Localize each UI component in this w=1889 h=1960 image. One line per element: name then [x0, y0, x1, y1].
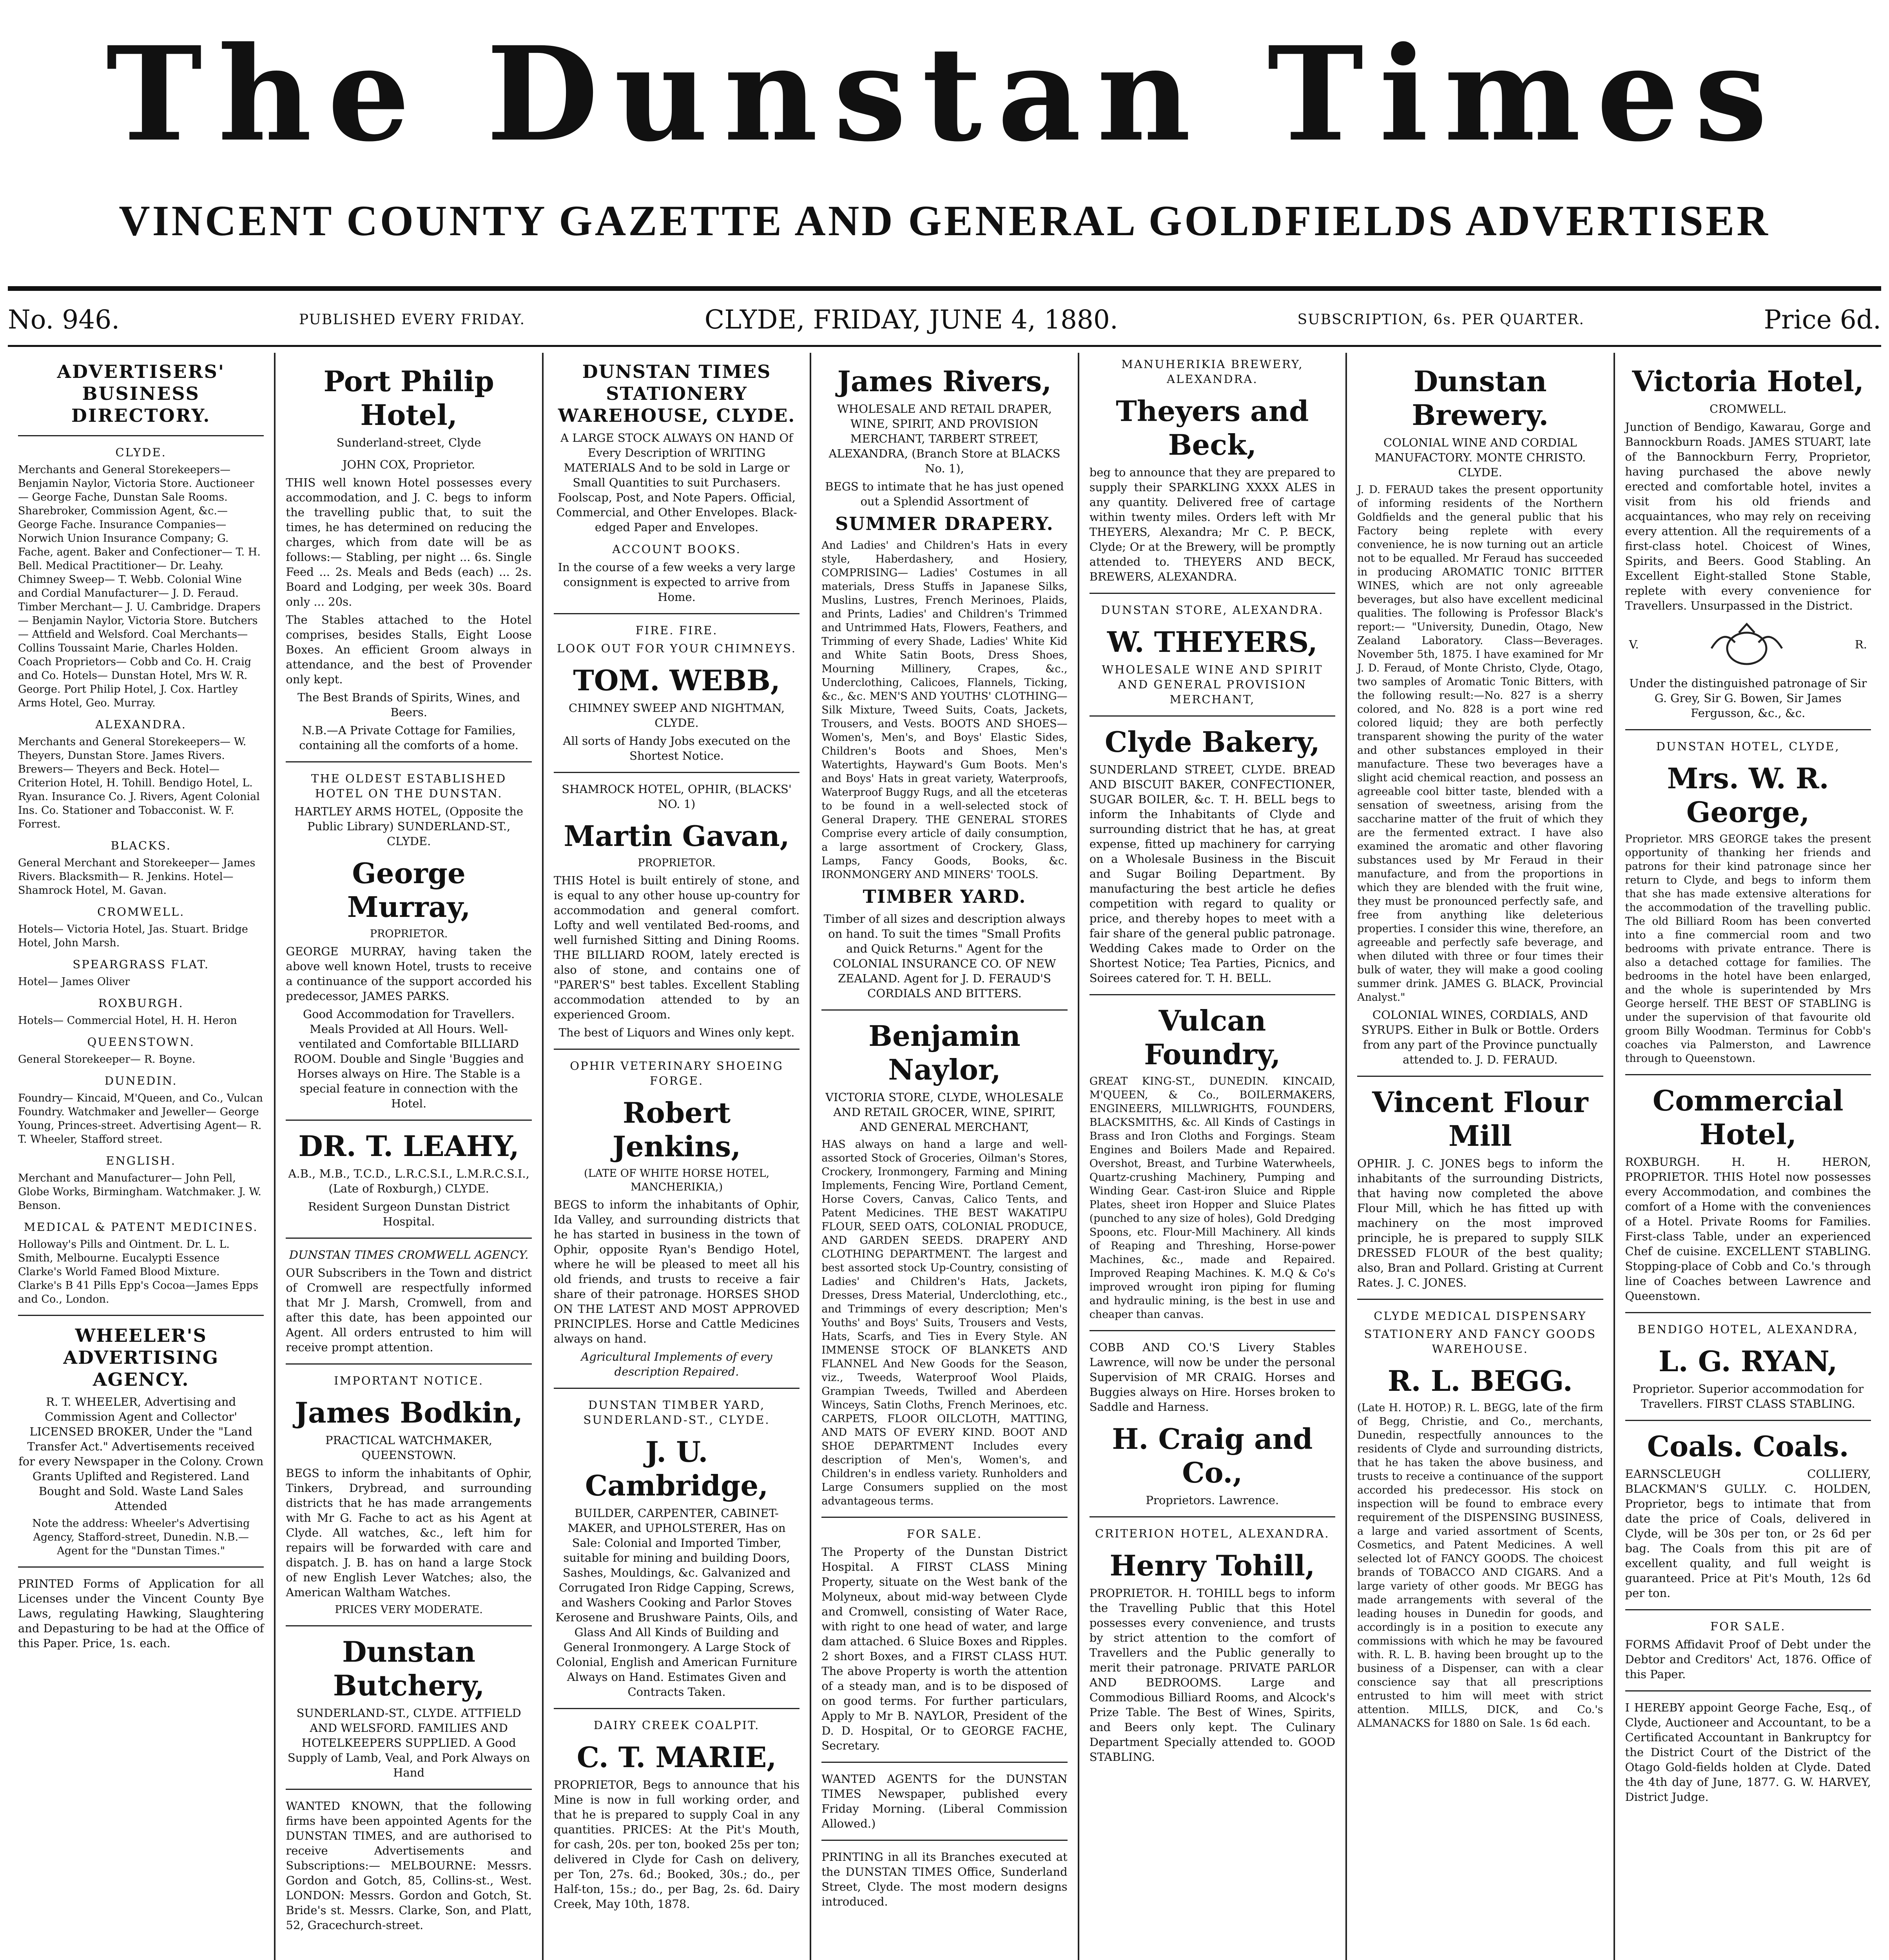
issue-subscription: SUBSCRIPTION, 6s. PER QUARTER. [1297, 311, 1584, 328]
divider [554, 1388, 799, 1389]
dairy-creek-heading: DAIRY CREEK COALPIT. [593, 1719, 760, 1732]
george-title: Mrs. W. R. George, [1667, 762, 1829, 829]
divider [286, 761, 531, 762]
port-philip-note: N.B.—A Private Cottage for Families, containing all the comforts of a home. [299, 724, 518, 752]
flour-mill-body: OPHIR. J. C. JONES begs to inform the inhabitants of the surrounding Districts, that having now completed the above Flour Mill, which he has fitted up with machinery on the most improved principle, he is prepared to supply SILK DRESSED FLOUR of the best quality; also, Bran and Pollard. Gristing at Current Rates. J. C. JONES. [1357, 1157, 1603, 1289]
section-dunedin: DUNEDIN. [104, 1074, 178, 1087]
section-roxburgh: ROXBURGH. [98, 996, 184, 1010]
cambridge-title: J. U. Cambridge, [585, 1435, 769, 1502]
port-philip-proprietor: JOHN COX, Proprietor. [342, 458, 475, 471]
divider [18, 1566, 264, 1568]
vulcan-body: GREAT KING-ST., DUNEDIN. KINCAID, M'QUEEN, & Co., BOILERMAKERS, ENGINEERS, MILLWRIGHTS, FOUNDERS, BLACKSMITHS, &c. All Kinds of Castings in Brass and Iron Cloths and Forgings. Steam Engines and Boilers Made and Repaired. Overshot, Breast, and Turbine Waterwheels, Quartz-crushing Machinery, Pumping and Winding Gear. Cast-iron Sluice and Ripple Plates, sheet iron Hopper and Sluice Plates (punched to any size of holes), Gold Dredging Spoons, etc. Flour-Mill Machinery. All kinds of Reaping and Threshing, Horse-power Machines, &c., made and Repaired. Improved Reaping Machines. K. M.Q & Co's improved wrought iron piping for fluming and hydraulic mining, is the best in use and cheaper than canvas. [1089, 1075, 1336, 1321]
divider [1090, 715, 1335, 717]
divider [1090, 1330, 1335, 1331]
divider [1625, 1690, 1871, 1691]
wheeler-agency-body: R. T. WHEELER, Advertising and Commission Agent and Collector' LICENSED BROKER, Under the "Land Transfer Act." Advertisements received for every Newspaper in the Colony. Crown Grants Uplifted and Registered. Land Bought and Sold. Waste Land Sales Attended [18, 1395, 264, 1513]
dispensary-heading: CLYDE MEDICAL DISPENSARY [1374, 1309, 1587, 1323]
cambridge-body: BUILDER, CARPENTER, CABINET-MAKER, and UPHOLSTERER, Has on Sale: Colonial and Imported Timber, suitable for mining and building Doors, Sashes, Mouldings, &c. Galvanized and Corrugated Iron Ridge Capping, Screws, and Washers Cooking and Parlor Stoves Kerosene and Brushware Paints, Oils, and Glass And All Kinds of Building and General Ironmongery. A Large Stock of Colonial, English and American Furniture Always on Hand. Estimates Given and Contracts Taken. [555, 1506, 798, 1699]
port-philip-title: Port Philip Hotel, [323, 365, 494, 432]
rivers-body: And Ladies' and Children's Hats in every style, Haberdashery, and Hosiery, COMPRISING— Ladies' Costumes in all materials, Dress Stuffs in Japanese Silks, Muslins, Lustres, French Merinoes, Plaids, and Prints, Ladies' and Children's Trimmed and Untrimmed Hats, Flowers, Feathers, and Trimming of every Shade, Ladies' White Kid and White Satin Boots, Dress Shoes, Mourning Millinery, Crapes, &c., Underclothing, Calicoes, Flannels, Ticking, &c., &c. MEN'S AND YOUTHS' CLOTHING— Silk Mixture, Tweed Suits, Coats, Jackets, Trousers, and Vests. BOOTS AND SHOES— Women's, Men's, and Boys' Elastic Sides, Children's Boots and Shoes, Men's Watertights, Hayward's Gum Boots. Men's and Boys' Hats in great variety, Waterproofs, Waterproof Buggy Rugs, and all the etceteras to be found in a well-selected stock of General Drapery. THE GENERAL STORES Comprise every article of daily consumption, a large assortment of Crockery, Glass, Lamps, Fancy Goods, Books, &c. IRONMONGERY AND MINERS' TOOLS. [821, 539, 1068, 881]
timber-yard-body: Timber of all sizes and description always on hand. To suit the times "Small Profits and Quick Returns." Agent for the COLONIAL INSURANCE CO. OF NEW ZEALAND. Agent for J. D. FERAUD'S CORDIALS AND BITTERS. [823, 912, 1066, 1000]
theyers-body: WHOLESALE WINE AND SPIRIT AND GENERAL PROVISION MERCHANT, [1102, 663, 1323, 706]
dunedin-listing: Foundry— Kincaid, M'Queen, and Co., Vulcan Foundry. Watchmaker and Jeweller— George Young, Princes-street. Advertising Agent— R. T. Wheeler, Stafford street. [18, 1092, 263, 1145]
speargrass-listing: Hotel— James Oliver [18, 976, 130, 988]
divider [554, 613, 799, 614]
column-4 [811, 353, 1079, 1960]
divider [821, 1840, 1067, 1841]
brewery-title: Dunstan Brewery. [1412, 365, 1549, 432]
begg-title: R. L. BEGG. [1387, 1364, 1573, 1397]
hartley-heading: HARTLEY ARMS HOTEL, (Opposite the Public Library) SUNDERLAND-ST., CLYDE. [294, 805, 524, 848]
bendigo-heading: BENDIGO HOTEL, ALEXANDRA, [1637, 1323, 1859, 1336]
theyers-beck-title: Theyers and Beck, [1116, 394, 1309, 461]
column-1 [8, 353, 276, 1960]
issue-rule [8, 345, 1881, 347]
victoria-body: Junction of Bendigo, Kawarau, Gorge and Bannockburn Roads. JAMES STUART, late of the Bannockburn Ferry, Proprietor, having purchased the above newly erected and comfortable hotel, invites a visit from his old friends and acquaintances, who may rely on receiving every attention. All the requirements of a first-class hotel. Choicest of Wines, Spirits, and Beers. Good Stabling. An Excellent Eight-stalled Stone Stable, replete with every convenience for Travellers. Unsurpassed in the District. [1625, 420, 1871, 612]
newspaper-title: The Dunstan Times [106, 18, 1783, 170]
divider [821, 1762, 1067, 1763]
jenkins-title: Robert Jenkins, [612, 1096, 741, 1163]
column-3 [544, 353, 811, 1960]
divider [1625, 729, 1871, 730]
section-blacks: BLACKS. [111, 839, 171, 852]
murray-proprietor: PROPRIETOR. [370, 928, 448, 940]
royal-crest-row [1629, 621, 1867, 668]
tohill-body: PROPRIETOR. H. TOHILL begs to inform the Travelling Public that this Hotel possesses every convenience, and trusts by strict attention to the comfort of Travellers and the Public generally to merit their patronage. PRIVATE PARLOR AND BEDROOMS. Large and Commodious Billiard Rooms, and Alcock's Prize Table. The Best of Wines, Spirits, and Beers only kept. The Culinary Department Specially attended to. GOOD STABLING. [1089, 1586, 1336, 1764]
printing-notice: PRINTING in all its Branches executed at the DUNSTAN TIMES Office, Sunderland Street, Clyde. The most modern designs introduced. [821, 1850, 1068, 1908]
section-speargrass: SPEARGRASS FLAT. [73, 958, 210, 971]
murray-body: GEORGE MURRAY, having taken the above well known Hotel, trusts to receive a continuance of the support accorded his predecessor, JAMES PARKS. [286, 945, 532, 1003]
bodkin-title: James Bodkin, [295, 1396, 523, 1429]
port-philip-stables: The Stables attached to the Hotel comprises, besides Stalls, Eight Loose Boxes. An efficient Groom always in attendance, and the best of Provender only kept. [286, 613, 532, 686]
royal-crest-icon [1696, 621, 1798, 668]
naylor-title: Benjamin Naylor, [868, 1019, 1021, 1086]
divider [1625, 1312, 1871, 1313]
divider [18, 435, 264, 436]
murray-accommodation: Good Accommodation for Travellers. Meals Provided at All Hours. Well-ventilated and Comfortable BILLIARD ROOM. Double and Single 'Buggies and Horses always on Hire. The Stable is a special feature in connection with the Hotel. [294, 1007, 524, 1110]
english-listing: Merchant and Manufacturer— John Pell, Globe Works, Birmingham. Watchmaker. J. W. Benson. [18, 1172, 261, 1212]
masthead-rule [8, 286, 1881, 291]
patronage-line: Under the distinguished patronage of Sir G. Grey, Sir G. Bowen, Sir James Fergusson, &c., &c. [1629, 677, 1867, 720]
column-5 [1079, 353, 1347, 1960]
column-7 [1615, 353, 1881, 1960]
issue-line [8, 298, 1881, 341]
divider [1090, 1516, 1335, 1517]
divider [286, 1789, 531, 1790]
gavan-proprietor: PROPRIETOR. [638, 857, 716, 869]
ryan-title: L. G. RYAN, [1659, 1345, 1838, 1378]
divider [1625, 1420, 1871, 1421]
medical-listing: Holloway's Pills and Ointment. Dr. L. L. Smith, Melbourne. Eucalypti Essence Clarke's World Famed Blood Mixture. Clarke's B 41 Pills Epp's Cocoa—James Epps and Co., London. [18, 1238, 258, 1305]
veterinary-heading: OPHIR VETERINARY SHOEING FORGE. [570, 1059, 783, 1087]
webb-title: TOM. WEBB, [573, 664, 780, 697]
section-queenstown: QUEENSTOWN. [87, 1035, 195, 1049]
ryan-body: Proprietor. Superior accommodation for Travellers. FIRST CLASS STABLING. [1632, 1382, 1864, 1410]
divider [1090, 593, 1335, 594]
gavan-title: Martin Gavan, [564, 819, 790, 853]
important-notice: IMPORTANT NOTICE. [334, 1374, 484, 1387]
bodkin-body: BEGS to inform the inhabitants of Ophir, Tinkers, Drybread, and surrounding districts that he has made arrangements with Mr G. Fache to act as his Agent at Clyde. All watches, &c., left him for repairs will be forwarded with care and dispatch. J. B. has on hand a large Stock of new English Lever Watches; also, the American Waltham Watches. [286, 1466, 532, 1599]
butchery-body: SUNDERLAND-ST., CLYDE. ATTFIELD AND WELSFORD. FAMILIES AND HOTELKEEPERS SUPPLIED. A Good Supply of Lamb, Veal, and Pork Always on Hand [287, 1706, 530, 1779]
commercial-body: ROXBURGH. H. H. HERON, PROPRIETOR. THIS Hotel now possesses every Accommodation, and combines the comfort of a Home with the conveniences of a Hotel. Private Rooms for Families. First-class Table, under an experienced Chef de cuisine. EXCELLENT STABLING. Stopping-place of Cobb and Co.'s through line of Coaches between Lawrence and Queenstown. [1625, 1155, 1871, 1303]
murray-title: George Murray, [347, 857, 471, 924]
george-body: Proprietor. MRS GEORGE takes the present opportunity of thanking her friends and patrons for their kind patronage since her return to Clyde, and begs to inform them that she has made extensive alterations for the accommodation of the travelling public. The old Billiard Room has been converted into a fine commercial room and two bedrooms with private entrance. There is also a detached cottage for families. The bedrooms in the hotel have been enlarged, and the whole is superintended by Mrs George herself. THE BEST OF STABLING is under the supervision of that favourite old groom Billy Woodman. Terminus for Cobb's coaches via Palmerston, and Lawrence through to Queenstown. [1625, 833, 1871, 1065]
naylor-subtitle: VICTORIA STORE, CLYDE, WHOLESALE AND RETAIL GROCER, WINE, SPIRIT, AND GENERAL MERCHANT, [825, 1091, 1064, 1134]
marie-body: PROPRIETOR, Begs to announce that his Mine is now in full working order, and that he is prepared to supply Coal in any quantities. PRICES: At the Pit's Mouth, for cash, 20s. per ton, booked 25s per ton; delivered in Clyde for Cash on delivery, per Ton, 27s. 6d.; Booked, 30s.; do., per Half-ton, 15s.; do., per Bag, 2s. 6d. Dairy Creek, May 10th, 1878. [553, 1778, 800, 1911]
timber-yard-heading: DUNSTAN TIMBER YARD, SUNDERLAND-ST., CLYDE. [583, 1398, 770, 1426]
dunstan-hotel-heading: DUNSTAN HOTEL, CLYDE, [1656, 740, 1840, 753]
column-6 [1347, 353, 1615, 1960]
leahy-title: DR. T. LEAHY, [298, 1129, 519, 1163]
dispensary-subtitle: STATIONERY AND FANCY GOODS WAREHOUSE. [1364, 1327, 1597, 1356]
bakery-title: Clyde Bakery, [1104, 725, 1320, 759]
divider [1625, 1609, 1871, 1610]
divider [554, 1049, 799, 1050]
harvey-appointment: I HEREBY appoint George Fache, Esq., of Clyde, Auctioneer and Accountant, to be a Certificated Accountant in Bankruptcy for the District Court of the District of the Otago Gold-fields holden at Clyde. Dated the 4th day of June, 1877. G. W. HARVEY, District Judge. [1625, 1701, 1871, 1804]
hartley-preface: THE OLDEST ESTABLISHED HOTEL ON THE DUNSTAN. [311, 772, 507, 800]
cromwell-listing: Hotels— Victoria Hotel, Jas. Stuart. Bridge Hotel, John Marsh. [18, 923, 248, 949]
wanted-known-body: WANTED KNOWN, that the following firms have been appointed Agents for the DUNSTAN TIMES, and are authorised to receive Advertisements and Subscriptions:— MELBOURNE: Messrs. Gordon and Gotch, 85, Collins-st., West. LONDON: Messrs. Gordon and Gotch, St. Bride's st. Messrs. Clarke, Son, and Platt, 52, Gracechurch-street. [286, 1799, 532, 1932]
commercial-title: Commercial Hotel, [1652, 1084, 1844, 1151]
section-clyde: CLYDE. [115, 446, 167, 459]
vulcan-title: Vulcan Foundry, [1144, 1004, 1281, 1071]
dunstan-store-heading: DUNSTAN STORE, ALEXANDRA. [1101, 603, 1324, 617]
butchery-title: Dunstan Butchery, [333, 1635, 485, 1702]
webb-body: All sorts of Handy Jobs executed on the Shortest Notice. [563, 734, 790, 762]
issue-dateline: CLYDE, FRIDAY, JUNE 4, 1880. [704, 304, 1118, 335]
divider [1357, 1076, 1603, 1077]
leahy-credentials: A.B., M.B., T.C.D., L.R.C.S.I., L.M.R.C.S.I., (Late of Roxburgh,) CLYDE. [288, 1167, 529, 1195]
victoria-title: Victoria Hotel, [1632, 365, 1864, 398]
bodkin-prices: PRICES VERY MODERATE. [335, 1604, 483, 1616]
column-2 [276, 353, 543, 1960]
port-philip-body: THIS well known Hotel possesses every accommodation, and J. C. begs to inform the travelling public that, to suit the times, he has determined on reducing the charges, which from date will be as follows:— Stabling, per night ... 6s. Single Feed ... 2s. Meals and Beds (each) ... 2s. Board and Lodging, per week 30s. Board only ... 20s. [286, 476, 532, 608]
craig-title: H. Craig and Co., [1112, 1422, 1313, 1489]
tohill-title: Henry Tohill, [1109, 1549, 1315, 1582]
stationery-body: A LARGE STOCK ALWAYS ON HAND Of Every Description of WRITING MATERIALS And to be sold in Large or Small Quantities to suit Purchasers. Foolscap, Post, and Note Papers. Official, Commercial, and Other Envelopes. Black-edged Paper and Envelopes. [556, 431, 797, 534]
printed-forms-notice: PRINTED Forms of Application for all Licenses under the Vincent County Bye Laws, regulating Hawking, Slaughtering and Depasturing to be had at the Office of this Paper. Price, 1s. each. [18, 1577, 264, 1650]
section-cromwell: CROMWELL. [97, 905, 185, 918]
craig-proprietors: Proprietors. Lawrence. [1146, 1494, 1279, 1507]
divider [18, 1315, 264, 1316]
criterion-heading: CRITERION HOTEL, ALEXANDRA. [1095, 1527, 1330, 1540]
theyers-title: W. THEYERS, [1107, 625, 1318, 659]
divider [554, 772, 799, 773]
bodkin-subtitle: PRACTICAL WATCHMAKER, QUEENSTOWN. [325, 1434, 493, 1462]
section-alexandra: ALEXANDRA. [95, 718, 187, 731]
issue-frequency: PUBLISHED EVERY FRIDAY. [299, 311, 526, 328]
blacks-listing: General Merchant and Storekeeper— James Rivers. Blacksmith— R. Jenkins. Hotel— Shamrock Hotel, M. Gavan. [18, 857, 256, 897]
coals-title: Coals. Coals. [1647, 1430, 1849, 1463]
gavan-body: THIS Hotel is built entirely of stone, and is equal to any other house up-country for accommodation and general comfort. Lofty and well ventilated Bed-rooms, and well furnished Sitting and Dining Rooms. THE BILLIARD ROOM, lately erected is also of stone, and contains one of "PARER'S" best tables. Excellent Stabling accommodation attended to by an experienced Groom. [553, 874, 800, 1021]
crest-letter-r: R. [1855, 638, 1867, 651]
brewery-subtitle: COLONIAL WINE AND CORDIAL MANUFACTORY. MONTE CHRISTO. CLYDE. [1374, 436, 1586, 479]
issue-price: Price 6d. [1764, 304, 1881, 335]
divider [286, 1625, 531, 1626]
cobb-notice: COBB AND CO.'S Livery Stables Lawrence, will now be under the personal Supervision of MR CRAIG. Horses and Buggies always on Hire. Horses broken to Saddle and Harness. [1089, 1341, 1336, 1414]
stationery-heading: DUNSTAN TIMES STATIONERY WAREHOUSE, CLYDE. [558, 361, 796, 426]
section-medical: MEDICAL & PATENT MEDICINES. [24, 1220, 258, 1234]
clyde-listing: Merchants and General Storekeepers— Benjamin Naylor, Victoria Store. Auctioneer— George Fache, Dunstan Sale Rooms. Sharebroker, Commission Agent, &c.— George Fache. Insurance Companies— Norwich Union Insurance Company; G. Fache, agent. Baker and Confectioner— T. H. Bell. Medical Practitioner— Dr. Leahy. Chimney Sweep— T. Webb. Colonial Wine and Cordial Manufacturer— J. D. Feraud. Timber Merchant— J. U. Cambridge. Drapers— Benjamin Naylor, Victoria Store. Butchers— Attfield and Welsford. Coal Merchants— Collins Toussaint Marie, Charles Holden. Coach Proprietors— Cobb and Co. H. Craig and Co. Hotels— Dunstan Hotel, Mrs W. R. George. Port Philip Hotel, J. Cox. Hartley Arms Hotel, Geo. Murray. [18, 464, 261, 709]
bakery-body: SUNDERLAND STREET, CLYDE. BREAD AND BISCUIT BAKER, CONFECTIONER, SUGAR BOILER, &c. T. H. BELL begs to inform the Inhabitants of Clyde and surrounding district that he has, at great expense, fitted up machinery for carrying on a Wholesale Business in the Biscuit and Sugar Boiling Department. By manufacturing the best article he defies competition with regard to quality or price, and thereby hopes to meet with a fair share of the general public patronage. Wedding Cakes made to Order on the Shortest Notice; Tea Parties, Picnics, and Soirees catered for. T. H. BELL. [1089, 763, 1336, 985]
webb-subtitle: CHIMNEY SWEEP AND NIGHTMAN, CLYDE. [569, 701, 785, 730]
jenkins-subtitle: (LATE OF WHITE HORSE HOTEL, MANCHERIKIA,) [584, 1167, 770, 1193]
crest-letter-v: V. [1629, 638, 1639, 651]
naylor-body: HAS always on hand a large and well-assorted Stock of Groceries, Oilman's Stores, Crockery, Ironmongery, Farming and Mining Implements, Fencing Wire, Portland Cement, Horse Covers, Canvas, Calico Tents, and Patent Medicines. THE BEST WAKATIPU FLOUR, SEED OATS, COLONIAL PRODUCE, AND GARDEN SEEDS. DRAPERY AND CLOTHING DEPARTMENT. The largest and best assorted stock Up-Country, consisting of Ladies' and Children's Hats, Jackets, Dresses, Dress Material, Underclothing, etc., and Trimmings of every description; Men's Youths' and Boys' Suits, Trousers and Vests, Hats, Scarfs, and Ties in Every Style. AN IMMENSE STOCK OF BLANKETS AND FLANNEL And New Goods for the Season, viz., Tweeds, Waterproof Wool Plaids, Grampian Tweeds, Twilled and Aberdeen Winceys, Satin Cloths, French Merinoes, etc. CARPETS, FLOOR OILCLOTH, MATTING, AND MATS OF EVERY KIND. BOOT AND SHOE DEPARTMENT Includes every description of Men's, Women's, and Children's in endless variety. Runholders and Large Consumers supplied on the most advantageous terms. [821, 1138, 1068, 1507]
gavan-liquors: The best of Liquors and Wines only kept. [558, 1026, 795, 1039]
manuherikia-heading: MANUHERIKIA BREWERY, ALEXANDRA. [1121, 358, 1303, 386]
divider [1090, 994, 1335, 995]
cromwell-agency-heading: DUNSTAN TIMES CROMWELL AGENCY. [289, 1248, 529, 1261]
fire-heading: FIRE. FIRE. [635, 624, 718, 637]
divider [286, 1120, 531, 1121]
begg-body: (Late H. HOTOP.) R. L. BEGG, late of the firm of Begg, Christie, and Co., merchants, Dunedin, respectfully announces to the residents of Clyde and surrounding districts, that he has taken the above business, and trusts to receive a continuance of the support accorded his predecessor. His stock on inspection will be found to embrace every requirement of the DISPENSING BUSINESS, a large and varied assortment of Scents, Cosmetics, and Patent Medicines. A well selected lot of FANCY GOODS. The choicest brands of TOBACCO AND CIGARS. And a large variety of other goods. Mr BEGG has made arrangements with several of the leading houses in Dunedin for goods, and accordingly is in a position to execute any commissions with which he may be favoured with. R. L. B. having been brought up to the business of a Dispenser, can with a clear conscience say that all prescriptions entrusted to him will meet with strict attention. MILLS, DICK, and Co.'s ALMANACKS for 1880 on Sale. 1s 6d each. [1357, 1402, 1603, 1730]
port-philip-brands: The Best Brands of Spirits, Wines, and Beers. [297, 691, 520, 719]
fire-body: LOOK OUT FOR YOUR CHIMNEYS. [557, 642, 797, 655]
summer-drapery-heading: SUMMER DRAPERY. [835, 513, 1054, 534]
feraud-footer: COLONIAL WINES, CORDIALS, AND SYRUPS. Either in Bulk or Bottle. Orders from any part of the Province punctually attended to. J. D. FERAUD. [1361, 1008, 1599, 1066]
coals-body: EARNSCLEUGH COLLIERY, BLACKMAN'S GULLY. C. HOLDEN, Proprietor, begs to intimate that from date the price of Coals, delivered in Clyde, will be 30s per ton, or 2s 6d per bag. The Coals from this pit are of excellent quality, and full weight is guaranteed. Price at Pit's Mouth, 12s 6d per ton. [1625, 1467, 1871, 1600]
wheeler-agency-address: Note the address: Wheeler's Advertising Agency, Stafford-street, Dunedin. N.B.—Agent for the "Dunstan Times." [32, 1517, 250, 1557]
theyers-beck-body: beg to announce that they are prepared to supply their SPARKLING XXXX ALES in any quantity. Delivered free of cartage within twenty miles. Orders left with Mr THEYERS, Alexandra; Mr C. P. BECK, Clyde; Or at the Brewery, will be promptly attended to. THEYERS AND BECK, BREWERS, ALEXANDRA. [1089, 466, 1336, 583]
for-sale-heading: FOR SALE. [906, 1527, 983, 1541]
feraud-body: J. D. FERAUD takes the present opportunity of informing residents of the Northern Goldfields and the general public that his Factory being replete with every convenience, he is now turning out an article not to be equalled. Mr Feraud has succeeded in producing AROMATIC TONIC BITTER WINES, which are not only agreeable beverages, but also have excellent medicinal qualities. The following is Professor Black's report:— "University, Dunedin, Otago, New Zealand Laboratory. Class—Beverages. November 5th, 1875. I have examined for Mr J. D. Feraud, of Monte Christo, Clyde, Otago, two samples of Aromatic Tonic Bitters, with the following result:—No. 827 is a sherry colored, and No. 828 is a port wine red colored liquid; they are both perfectly transparent showing the purity of the water and other substances employed in their manufacture. These two beverages have a slight acid chemical reaction, and possess an agreeable cool bitter taste, blended with a sensation of sweetness, arising from the saccharine matter of the fruit of which they are the fermented extract. I have also examined the aromatic and other flavoring substances used by Mr Feraud in their manufacture, and from the proportions in which they are blended with the fruit wine, they must be pronounced perfectly safe, and free from anything like deleterious properties. I consider this wine, therefore, an agreeable and perfectly safe beverage, and when diluted with three or four times their bulk of water, they will make a good cooling summer drink. JAMES G. BLACK, Provincial Analyst." [1357, 484, 1603, 1004]
port-philip-address: Sunderland-street, Clyde [336, 436, 481, 449]
newspaper-subtitle: VINCENT COUNTY GAZETTE AND GENERAL GOLDFIELDS ADVERTISER [119, 197, 1770, 245]
alexandra-listing: Merchants and General Storekeepers— W. Theyers, Dunstan Store. James Rivers. Brewers— Theyers and Beck. Hotel— Criterion Hotel, H. Tohill. Bendigo Hotel, L. Ryan. Insurance Co. J. Rivers, Agent Colonial Ins. Co. Stationer and Tobacconist. W. F. Forrest. [18, 736, 260, 830]
for-sale-heading-2: FOR SALE. [1710, 1620, 1786, 1633]
cromwell-agency-body: OUR Subscribers in the Town and district of Cromwell are respectfully informed that Mr J. Marsh, Cromwell, from and after this date, has been appointed our Agent. All orders entrusted to him will receive prompt attention. [286, 1266, 532, 1354]
wanted-agents-notice: WANTED AGENTS for the DUNSTAN TIMES Newspaper, published every Friday Morning. (Liberal Commission Allowed.) [821, 1772, 1068, 1830]
section-english: ENGLISH. [106, 1154, 176, 1167]
victoria-subtitle: CROMWELL. [1710, 402, 1787, 416]
forms-notice: FORMS Affidavit Proof of Debt under the Debtor and Creditors' Act, 1876. Office of this Paper. [1625, 1638, 1871, 1681]
leahy-resident: Resident Surgeon Dunstan District Hospital. [308, 1200, 510, 1228]
issue-number: No. 946. [8, 304, 120, 335]
rivers-title: James Rivers, [837, 365, 1052, 398]
account-books-body: In the course of a few weeks a very large consignment is expected to arrive from Home. [558, 561, 796, 604]
rivers-subtitle: WHOLESALE AND RETAIL DRAPER, WINE, SPIRIT, AND PROVISION MERCHANT, TARBERT STREET, ALEXANDRA, (Branch Store at BLACKS No. 1), [828, 402, 1061, 475]
marie-title: C. T. MARIE, [576, 1740, 777, 1774]
divider [1357, 1299, 1603, 1300]
divider [821, 1009, 1067, 1011]
account-books-heading: ACCOUNT BOOKS. [612, 543, 741, 556]
columns [8, 353, 1881, 1960]
divider [554, 1708, 799, 1709]
roxburgh-listing: Hotels— Commercial Hotel, H. H. Heron [18, 1014, 237, 1027]
rivers-intro: BEGS to intimate that he has just opened out a Splendid Assortment of [825, 480, 1064, 508]
divider [286, 1238, 531, 1239]
for-sale-body: The Property of the Dunstan District Hospital. A FIRST CLASS Mining Property, situate on the West bank of the Molyneux, about mid-way between Clyde and Cromwell, consisting of Water Race, with right to one head of water, and large dam attached. 6 Sluice Boxes and Ripples. 2 short Boxes, and a FIRST CLASS HUT. The above Property is worth the attention of a steady man, and is to be disposed of on good terms. For further particulars, Apply to Mr B. NAYLOR, President of the D. D. Hospital, Or to GEORGE FACHE, Secretary. [821, 1545, 1068, 1752]
directory-heading: ADVERTISERS' BUSINESS DIRECTORY. [57, 361, 225, 426]
divider [821, 1517, 1067, 1518]
wheeler-agency-heading: WHEELER'S ADVERTISING AGENCY. [63, 1325, 219, 1390]
divider [1625, 1074, 1871, 1075]
jenkins-body: BEGS to inform the inhabitants of Ophir, Ida Valley, and surrounding districts that he has started in business in the town of Ophir, opposite Ryan's Bendigo Hotel, where he will be pleased to meet all his old friends, and trusts to receive a fair share of their patronage. HORSES SHOD ON THE LATEST AND MOST APPROVED PRINCIPLES. Horse and Cattle Medicines always on hand. [553, 1198, 800, 1345]
masthead [0, 0, 1889, 282]
jenkins-implements: Agricultural Implements of every description Repaired. [581, 1350, 772, 1378]
flour-mill-title: Vincent Flour Mill [1372, 1085, 1588, 1152]
divider [286, 1363, 531, 1365]
queenstown-listing: General Storekeeper— R. Boyne. [18, 1053, 196, 1065]
timber-yard-title: TIMBER YARD. [863, 886, 1026, 907]
shamrock-heading: SHAMROCK HOTEL, OPHIR, (BLACKS' NO. 1) [562, 782, 792, 811]
